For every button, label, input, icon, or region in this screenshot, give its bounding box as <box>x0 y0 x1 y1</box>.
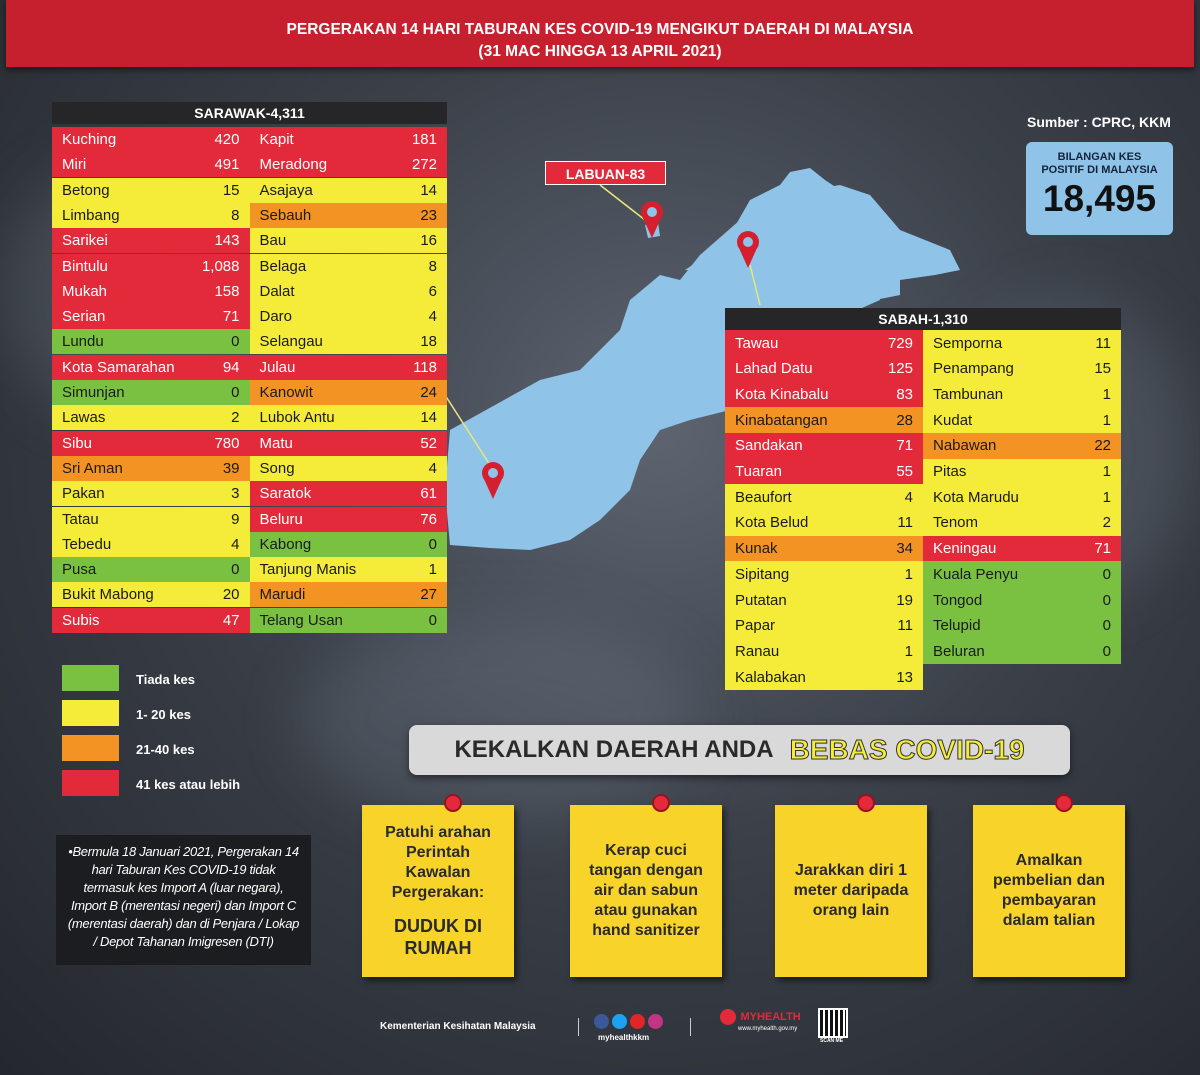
district-cases: 4 <box>428 459 437 477</box>
sabah-district-row <box>725 484 923 510</box>
advice-text: Amalkan pembelian dan pembayaran dalam talian <box>992 852 1106 929</box>
district-cases: 83 <box>896 385 913 403</box>
district-cases: 0 <box>428 611 437 629</box>
district-name: Daro <box>259 308 293 326</box>
sarawak-district-row <box>250 178 448 203</box>
sarawak-district-row <box>52 456 250 481</box>
district-name: Serian <box>62 308 106 326</box>
sabah-district-row <box>725 330 923 356</box>
sarawak-district-row <box>250 608 448 633</box>
district-name: Pakan <box>62 485 105 503</box>
district-name: Saratok <box>259 485 312 503</box>
district-name: Limbang <box>62 206 120 224</box>
sarawak-district-row <box>52 608 250 633</box>
sabah-district-row <box>923 587 1121 613</box>
district-cases: 4 <box>904 488 913 506</box>
district-name: Bukit Mabong <box>62 586 154 604</box>
district-name: Simunjan <box>62 384 125 401</box>
district-name: Asajaya <box>259 181 313 199</box>
district-cases: 0 <box>1102 591 1111 609</box>
district-name: Sri Aman <box>62 459 123 477</box>
slogan-bar <box>409 725 1070 775</box>
sabah-district-row <box>923 510 1121 536</box>
district-name: Lundu <box>62 333 104 351</box>
header-date-range: (31 MAC HINGGA 13 APRIL 2021) <box>478 43 722 60</box>
district-name: Julau <box>259 358 296 376</box>
legend-label: 41 kes atau lebih <box>136 777 241 792</box>
sarawak-district-row <box>250 582 448 607</box>
district-cases: 22 <box>1094 437 1111 455</box>
district-cases: 15 <box>222 181 240 199</box>
sarawak-district-row <box>250 532 448 557</box>
district-name: Betong <box>62 181 110 199</box>
sarawak-district-row <box>52 481 250 506</box>
sabah-district-row <box>725 433 923 459</box>
sabah-district-row <box>725 356 923 382</box>
labuan-label: LABUAN-83 <box>545 161 666 185</box>
district-cases: 20 <box>222 586 240 604</box>
sabah-district-row <box>725 561 923 587</box>
advice-card <box>362 805 514 977</box>
district-name: Sipitang <box>735 565 790 583</box>
district-name: Kabong <box>259 535 312 553</box>
district-name: Tambunan <box>933 385 1004 403</box>
district-cases: 71 <box>222 308 240 326</box>
legend-label: Tiada kes <box>136 672 196 687</box>
district-cases: 1 <box>904 642 913 660</box>
header-banner <box>6 0 1194 67</box>
district-cases: 8 <box>231 206 240 224</box>
sarawak-district-row <box>250 152 448 177</box>
header-title: PERGERAKAN 14 HARI TABURAN KES COVID-19 MENGIKUT DAERAH DI MALAYSIA <box>286 21 914 38</box>
district-name: Telupid <box>933 617 981 635</box>
district-cases: 14 <box>420 409 437 427</box>
district-cases: 780 <box>214 434 240 452</box>
district-name: Sebauh <box>259 206 312 224</box>
district-name: Tatau <box>62 510 99 528</box>
sarawak-district-row <box>250 481 448 506</box>
footer-divider <box>578 1018 579 1036</box>
push-pin-icon <box>444 794 462 812</box>
sarawak-district-row <box>250 304 448 329</box>
district-name: Semporna <box>933 334 1003 352</box>
sarawak-district-row <box>52 254 250 279</box>
sarawak-district-row <box>52 431 250 456</box>
youtube-icon[interactable] <box>630 1014 645 1029</box>
district-cases: 3 <box>231 485 240 503</box>
district-cases: 0 <box>428 535 437 553</box>
district-cases: 0 <box>1102 617 1111 635</box>
district-name: Bintulu <box>62 257 108 275</box>
footer-ministry: Kementerian Kesihatan Malaysia <box>380 1021 536 1032</box>
sarawak-district-row <box>250 456 448 481</box>
legend-swatch-red <box>62 770 119 796</box>
twitter-icon[interactable] <box>612 1014 627 1029</box>
district-cases: 34 <box>896 540 913 558</box>
sarawak-district-row <box>52 355 250 380</box>
district-name: Papar <box>735 617 776 635</box>
sarawak-district-row <box>250 254 448 279</box>
sarawak-district-row <box>250 279 448 304</box>
myhealth-brand: MYHEALTH <box>740 1010 801 1023</box>
district-name: Sandakan <box>735 437 803 455</box>
district-name: Tebedu <box>62 535 112 553</box>
district-cases: 143 <box>214 232 240 250</box>
district-name: Kota Kinabalu <box>735 385 829 403</box>
district-name: Tanjung Manis <box>259 561 357 579</box>
sabah-district-row <box>725 638 923 664</box>
legend-label: 1- 20 kes <box>136 707 191 722</box>
district-cases: 71 <box>1094 540 1111 558</box>
district-cases: 4 <box>231 535 240 553</box>
sarawak-district-row <box>250 228 448 253</box>
district-name: Kunak <box>735 540 778 558</box>
sabah-district-row <box>923 381 1121 407</box>
total-label-line2: POSITIF DI MALAYSIA <box>1041 164 1158 176</box>
sabah-district-row <box>923 433 1121 459</box>
district-name: Belaga <box>259 257 307 275</box>
source-text: Sumber : CPRC, KKM <box>1027 114 1171 130</box>
district-name: Lahad Datu <box>735 360 813 378</box>
advice-text: Jarakkan diri 1 meter daripada orang lain <box>793 862 909 919</box>
district-cases: 1 <box>428 561 437 579</box>
legend-swatch-orange <box>62 735 119 761</box>
district-cases: 125 <box>887 360 913 378</box>
sarawak-district-row <box>52 152 250 177</box>
district-name: Beluru <box>259 510 303 528</box>
social-handle: myhealthkkm <box>598 1033 650 1042</box>
district-name: Tongod <box>933 591 983 609</box>
district-name: Bau <box>259 232 287 250</box>
district-name: Selangau <box>259 333 323 351</box>
qr-code-icon[interactable] <box>818 1008 848 1038</box>
push-pin-icon <box>652 794 670 812</box>
myhealth-url: www.myhealth.gov.my <box>738 1026 798 1032</box>
district-cases: 158 <box>214 282 240 300</box>
advice-card <box>973 805 1125 977</box>
district-name: Kota Samarahan <box>62 358 175 376</box>
district-cases: 18 <box>420 333 437 351</box>
district-name: Nabawan <box>933 437 997 455</box>
district-name: Meradong <box>259 156 328 174</box>
district-cases: 15 <box>1094 360 1111 378</box>
district-name: Pitas <box>933 463 967 480</box>
sarawak-district-row <box>52 582 250 607</box>
total-cases-box <box>1026 142 1173 235</box>
sarawak-district-row <box>250 431 448 456</box>
advice-card <box>570 805 722 977</box>
district-cases: 491 <box>214 156 240 174</box>
sarawak-district-row <box>250 355 448 380</box>
district-name: Kinabatangan <box>735 411 828 429</box>
district-name: Song <box>259 459 295 477</box>
district-cases: 0 <box>231 561 240 579</box>
district-cases: 55 <box>896 463 913 480</box>
myhealth-logo <box>720 1008 801 1032</box>
sarawak-table <box>52 102 447 632</box>
sarawak-district-row <box>52 557 250 582</box>
district-name: Tuaran <box>735 463 782 480</box>
district-name: Miri <box>62 156 87 174</box>
sarawak-district-row <box>52 532 250 557</box>
sabah-district-row <box>923 638 1121 664</box>
labuan-leader <box>600 185 645 220</box>
legend-swatch-green <box>62 665 119 691</box>
district-cases: 23 <box>420 206 437 224</box>
district-cases: 14 <box>420 181 437 199</box>
sarawak-district-row <box>52 507 250 532</box>
sarawak-district-row <box>250 380 448 405</box>
district-cases: 47 <box>222 611 240 629</box>
push-pin-icon <box>1055 794 1073 812</box>
instagram-icon[interactable] <box>648 1014 663 1029</box>
sarawak-district-row <box>52 304 250 329</box>
total-label-line1: BILANGAN KES <box>1057 151 1142 163</box>
district-name: Telang Usan <box>259 611 343 629</box>
district-name: Beaufort <box>735 488 792 506</box>
sarawak-district-row <box>250 405 448 430</box>
sabah-district-row <box>923 561 1121 587</box>
district-name: Sibu <box>62 434 93 452</box>
sabah-district-row <box>923 613 1121 639</box>
district-cases: 1,088 <box>201 257 240 275</box>
district-cases: 61 <box>420 485 437 503</box>
sabah-district-row <box>923 536 1121 562</box>
district-cases: 1 <box>1102 385 1111 403</box>
district-cases: 13 <box>896 668 913 686</box>
sabah-title: SABAH-1,310 <box>725 308 1121 330</box>
district-cases: 6 <box>428 282 437 300</box>
advice-card <box>775 805 927 977</box>
district-cases: 0 <box>231 333 240 351</box>
district-name: Penampang <box>933 360 1014 378</box>
district-cases: 94 <box>222 358 240 376</box>
sabah-district-row <box>725 536 923 562</box>
sarawak-district-row <box>52 228 250 253</box>
district-name: Kudat <box>933 411 973 429</box>
sarawak-district-row <box>52 178 250 203</box>
sarawak-district-row <box>52 405 250 430</box>
district-cases: 8 <box>428 257 437 275</box>
district-cases: 4 <box>428 308 437 326</box>
sabah-table <box>725 308 1121 690</box>
sarawak-district-row <box>52 279 250 304</box>
sabah-district-row <box>923 330 1121 356</box>
slogan-part2: BEBAS COVID-19 <box>789 734 1025 765</box>
sarawak-district-row <box>250 127 448 152</box>
district-cases: 0 <box>1102 642 1111 660</box>
qr-caption: SCAN ME <box>820 1038 844 1044</box>
district-name: Tenom <box>933 514 979 532</box>
advice-text: Patuhi arahan Perintah Kawalan Pergerakan: <box>385 824 491 901</box>
total-cases-value: 18,495 <box>1042 178 1157 219</box>
district-name: Lubok Antu <box>259 409 335 427</box>
district-cases: 9 <box>231 510 240 528</box>
advice-emphasis: DUDUK DI RUMAH <box>394 916 482 958</box>
sabah-district-row <box>725 381 923 407</box>
facebook-icon[interactable] <box>594 1014 609 1029</box>
district-name: Kanowit <box>259 384 313 401</box>
district-name: Putatan <box>735 591 787 609</box>
district-cases: 11 <box>1095 334 1111 352</box>
footnote: •Bermula 18 Januari 2021, Pergerakan 14 hari Taburan Kes COVID-19 tidak termasuk kes Import A (luar negara), Import B (merentasi negeri) dan Import C (merentasi daerah) dan di Penjara / Lokap / Depot Tahanan Imigresen (DTI) <box>56 835 311 965</box>
district-cases: 1 <box>904 565 913 583</box>
sabah-district-row <box>725 587 923 613</box>
district-name: Subis <box>62 611 100 629</box>
district-cases: 28 <box>896 411 913 429</box>
district-cases: 729 <box>887 334 913 352</box>
social-icons <box>594 1014 663 1029</box>
sarawak-district-row <box>250 329 448 354</box>
district-name: Matu <box>259 434 293 452</box>
district-cases: 16 <box>420 232 437 250</box>
sabah-district-row <box>923 356 1121 382</box>
district-name: Ranau <box>735 642 780 660</box>
sarawak-district-row <box>250 557 448 582</box>
legend-swatch-yellow <box>62 700 119 726</box>
district-name: Kota Marudu <box>933 488 1019 506</box>
district-name: Kapit <box>259 131 294 148</box>
myhealth-heart-icon <box>720 1009 736 1025</box>
sarawak-district-row <box>52 203 250 228</box>
sarawak-district-row <box>250 507 448 532</box>
district-cases: 420 <box>214 131 240 148</box>
district-cases: 76 <box>420 510 437 528</box>
district-name: Kuching <box>62 131 117 148</box>
district-cases: 27 <box>420 586 437 604</box>
district-name: Marudi <box>259 586 306 604</box>
district-name: Pusa <box>62 561 97 579</box>
district-cases: 118 <box>413 358 437 376</box>
district-name: Keningau <box>933 540 997 558</box>
district-cases: 272 <box>411 156 437 174</box>
district-name: Beluran <box>933 642 985 660</box>
legend-label: 21-40 kes <box>136 742 195 757</box>
sabah-district-row <box>725 459 923 485</box>
sarawak-district-row <box>250 203 448 228</box>
district-name: Tawau <box>735 334 779 352</box>
footer-divider <box>690 1018 691 1036</box>
district-name: Mukah <box>62 282 108 300</box>
push-pin-icon <box>857 794 875 812</box>
sabah-district-row <box>725 510 923 536</box>
district-cases: 11 <box>897 617 913 635</box>
slogan-part1: KEKALKAN DAERAH ANDA <box>454 736 774 763</box>
district-name: Kalabakan <box>735 668 806 686</box>
advice-text: Kerap cuci tangan dengan air dan sabun atau gunakan hand sanitizer <box>589 842 703 939</box>
district-cases: 0 <box>1102 565 1111 583</box>
sabah-district-row <box>725 407 923 433</box>
district-cases: 1 <box>1102 411 1111 429</box>
district-cases: 181 <box>411 131 437 148</box>
district-cases: 71 <box>896 437 913 455</box>
district-name: Kota Belud <box>735 514 809 532</box>
district-cases: 19 <box>896 591 913 609</box>
district-cases: 1 <box>1102 463 1111 480</box>
district-name: Lawas <box>62 409 106 427</box>
sarawak-district-row <box>52 329 250 354</box>
district-name: Dalat <box>259 282 295 300</box>
district-cases: 2 <box>1102 514 1111 532</box>
sabah-district-row <box>923 459 1121 485</box>
sabah-district-row <box>923 407 1121 433</box>
district-cases: 2 <box>231 409 240 427</box>
sarawak-district-row <box>52 127 250 152</box>
district-cases: 52 <box>420 434 437 452</box>
background-blur <box>300 620 700 820</box>
district-name: Kuala Penyu <box>933 565 1019 583</box>
sarawak-district-row <box>52 380 250 405</box>
district-name: Sarikei <box>62 232 108 250</box>
district-cases: 39 <box>222 459 240 477</box>
sabah-district-row <box>923 484 1121 510</box>
sabah-district-row <box>725 664 923 690</box>
district-cases: 24 <box>420 384 437 401</box>
district-cases: 11 <box>897 514 913 532</box>
district-cases: 1 <box>1102 488 1111 506</box>
sabah-district-row <box>725 613 923 639</box>
district-cases: 0 <box>231 384 240 401</box>
sarawak-title: SARAWAK-4,311 <box>52 102 447 124</box>
